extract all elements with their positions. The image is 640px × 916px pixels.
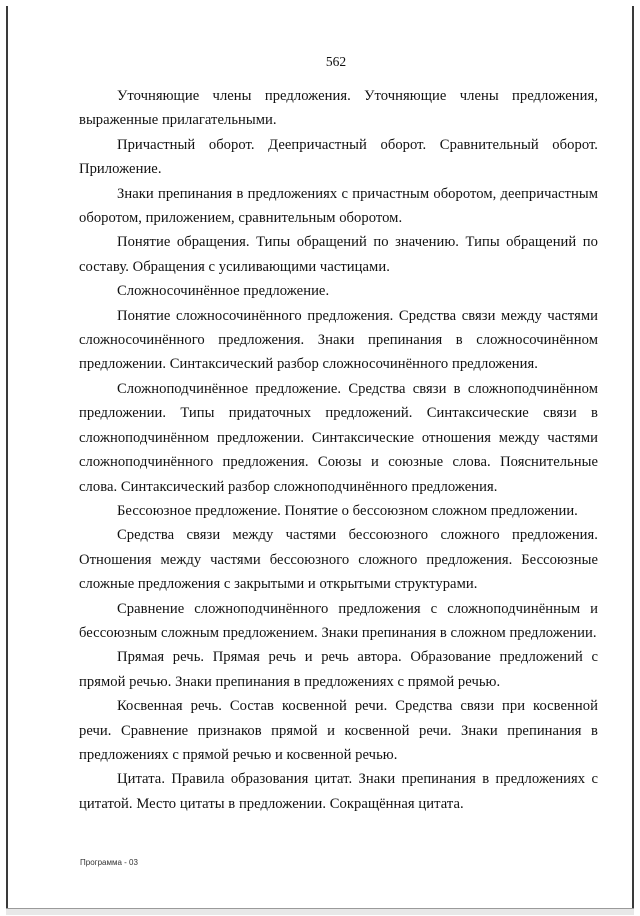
paragraph-clarifying-members: Уточняющие члены предложения. Уточняющие члены предложения, выраженные прилагательными.	[79, 88, 598, 129]
paragraph-asyndetic-heading: Бессоюзное предложение. Понятие о бессоюзном сложном предложении.	[117, 502, 578, 519]
paragraph-complex-sentence: Сложноподчинённое предложение. Средства связи в сложноподчинённом предложении. Типы придаточных предложений. Синтаксические связи в сложноподчинённом предложении. Синтаксические отношения между частями сложноподчинённого предложения. Союзы и союзные слова. Пояснительные слова. Синтаксический разбор сложноподчинённого предложения.	[79, 380, 598, 495]
paragraph-compound-sentence-heading: Сложносочинённое предложение.	[117, 283, 330, 300]
paragraph-comparison: Сравнение сложноподчинённого предложения с сложноподчинённым и бессоюзным сложным предложением. Знаки препинания в сложном предложении.	[79, 600, 598, 641]
paragraph-quotation: Цитата. Правила образования цитат. Знаки препинания в предложениях с цитатой. Место цитаты в предложении. Сокращённая цитата.	[79, 771, 598, 812]
paragraph-punctuation-phrases: Знаки препинания в предложениях с причастным оборотом, деепричастным оборотом, приложением, сравнительным оборотом.	[79, 185, 598, 227]
page-number: 562	[325, 54, 347, 69]
paragraph-asyndetic-sentence: Средства связи между частями бессоюзного сложного предложения. Отношения между частями бессоюзного сложного предложения. Бессоюзные сложные предложения с закрытыми и открытыми структурами.	[79, 527, 598, 593]
paragraph-direct-speech: Прямая речь. Прямая речь и речь автора. Образование предложений с прямой речью. Знаки препинания в предложениях с прямой речью.	[79, 649, 598, 690]
page-footer: Программа - 03	[80, 858, 138, 867]
paragraph-address-forms: Понятие обращения. Типы обращений по значению. Типы обращений по составу. Обращения с усиливающими частицами.	[79, 234, 598, 275]
scan-bottom-edge	[6, 908, 634, 915]
paragraph-compound-sentence: Понятие сложносочинённого предложения. Средства связи между частями сложносочинённого предложения. Знаки препинания в сложносочинённом предложении. Синтаксический разбор сложносочинённого предложения.	[79, 307, 598, 373]
page-body	[79, 84, 598, 816]
paragraph-indirect-speech: Косвенная речь. Состав косвенной речи. Средства связи при косвенной речи. Сравнение признаков прямой и косвенной речи. Знаки препинания в предложениях с прямой речью и косвенной речью.	[79, 698, 598, 763]
paragraph-participial-phrases: Причастный оборот. Деепричастный оборот. Сравнительный оборот. Приложение.	[79, 136, 598, 178]
